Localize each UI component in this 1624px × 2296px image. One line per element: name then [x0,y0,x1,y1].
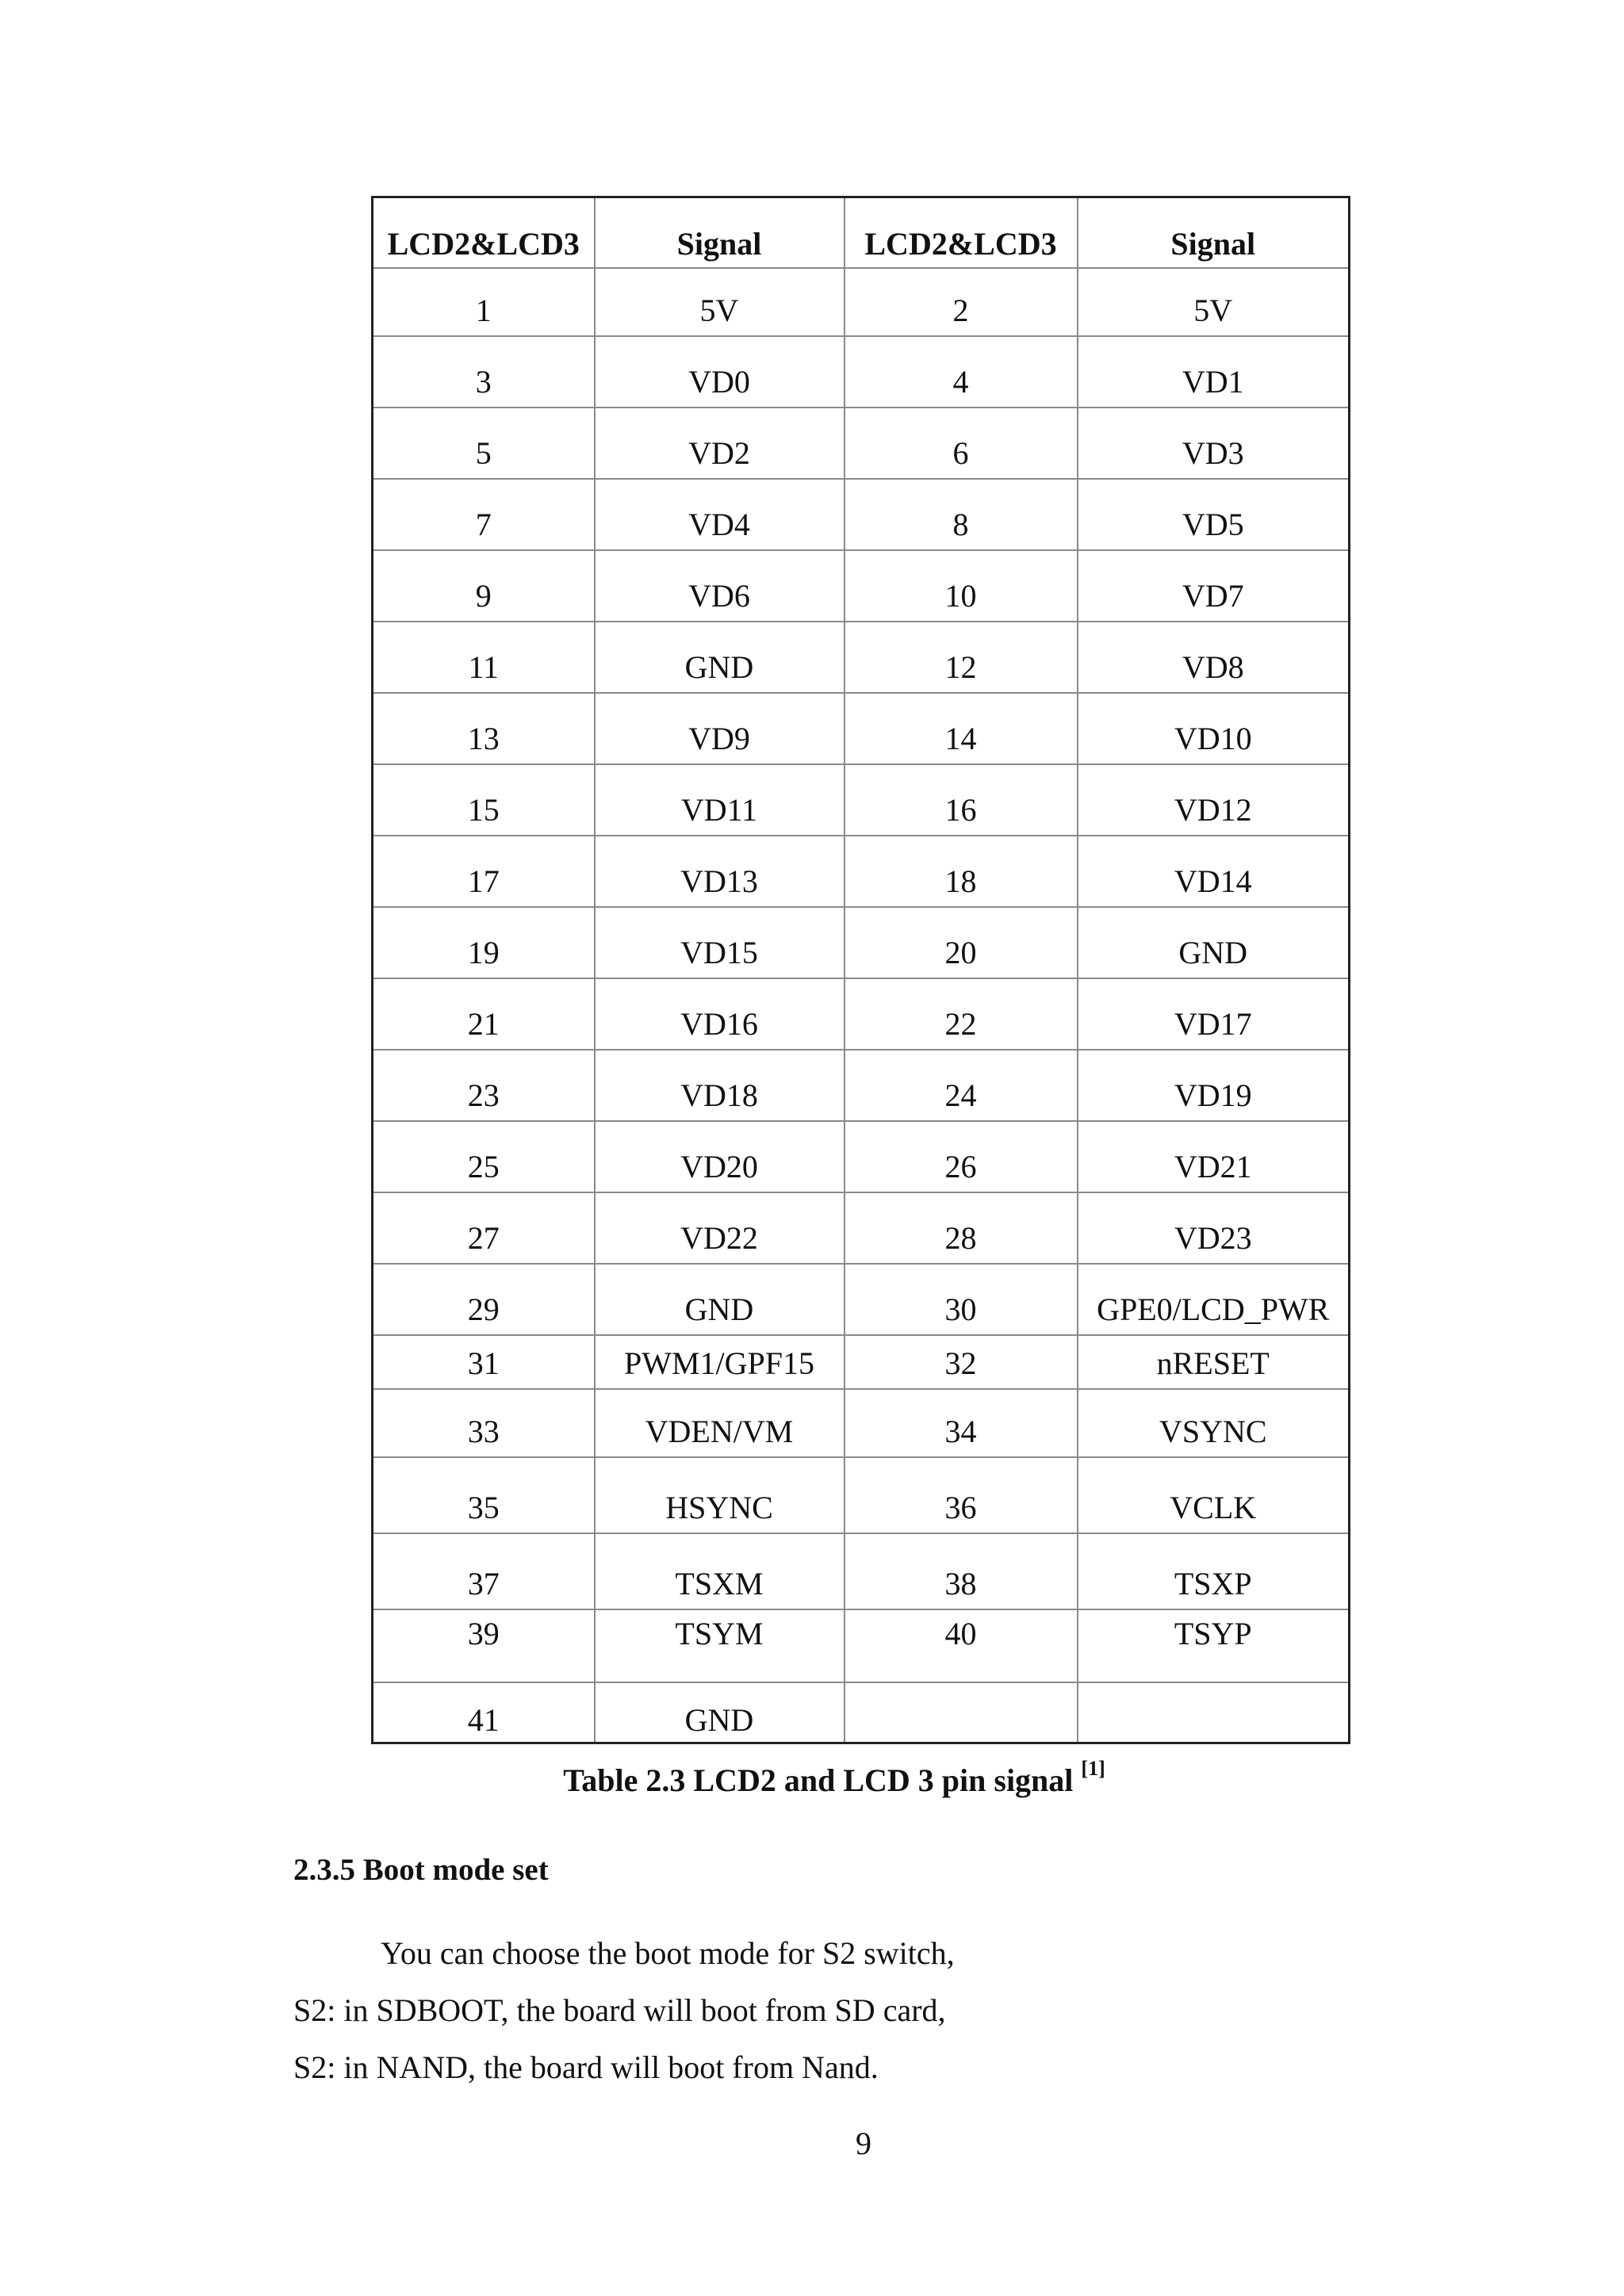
pin-cell: 12 [845,622,1078,693]
signal-cell: HSYNC [595,1457,845,1533]
signal-cell: VD22 [595,1192,845,1264]
table-row [373,764,1350,836]
signal-cell: VD6 [595,550,845,622]
table-row [373,978,1350,1050]
pin-cell: 9 [373,550,595,622]
signal-cell [1078,1682,1350,1743]
signal-cell: GND [595,1682,845,1743]
signal-cell: TSXM [595,1533,845,1609]
pin-cell: 1 [373,268,595,336]
pin-cell: 24 [845,1050,1078,1121]
pin-cell: 8 [845,479,1078,550]
pin-cell: 32 [845,1335,1078,1389]
signal-cell: VD0 [595,336,845,408]
pin-cell: 28 [845,1192,1078,1264]
signal-cell: VCLK [1078,1457,1350,1533]
table-row [373,622,1350,693]
pin-cell: 27 [373,1192,595,1264]
header-pin-right: LCD2&LCD3 [845,197,1078,269]
body-paragraph: S2: in NAND, the board will boot from Nand. [293,2049,879,2085]
signal-cell: VDEN/VM [595,1389,845,1457]
table-row [373,268,1350,336]
table-row [373,1192,1350,1264]
signal-cell: VD19 [1078,1050,1350,1121]
signal-cell: VD17 [1078,978,1350,1050]
table-row [373,479,1350,550]
signal-cell: VD9 [595,693,845,764]
signal-cell: VD16 [595,978,845,1050]
table-row [373,1533,1350,1609]
pin-cell: 35 [373,1457,595,1533]
table-row [373,1050,1350,1121]
pin-cell: 25 [373,1121,595,1192]
table-row [373,1264,1350,1335]
pin-cell: 29 [373,1264,595,1335]
pin-cell: 5 [373,408,595,479]
table-row [373,836,1350,907]
pin-cell: 15 [373,764,595,836]
header-pin-left: LCD2&LCD3 [373,197,595,269]
signal-cell: VSYNC [1078,1389,1350,1457]
pin-cell: 22 [845,978,1078,1050]
pin-cell: 4 [845,336,1078,408]
signal-cell: GND [1078,907,1350,978]
pin-cell: 37 [373,1533,595,1609]
pin-cell: 16 [845,764,1078,836]
header-signal-right: Signal [1078,197,1350,269]
pin-cell: 13 [373,693,595,764]
signal-cell: VD11 [595,764,845,836]
body-paragraph: You can choose the boot mode for S2 switch, [381,1935,955,1971]
pin-cell: 14 [845,693,1078,764]
signal-cell: 5V [1078,268,1350,336]
signal-cell: GPE0/LCD_PWR [1078,1264,1350,1335]
signal-cell: 5V [595,268,845,336]
signal-cell: VD3 [1078,408,1350,479]
pin-cell: 39 [373,1609,595,1682]
pin-cell: 20 [845,907,1078,978]
pin-cell: 19 [373,907,595,978]
table-caption [0,1757,1624,1799]
signal-cell: VD7 [1078,550,1350,622]
table-row [373,336,1350,408]
signal-cell: nRESET [1078,1335,1350,1389]
pin-cell: 18 [845,836,1078,907]
table-caption-text: Table 2.3 LCD2 and LCD 3 pin signal [563,1762,1074,1798]
signal-cell: GND [595,622,845,693]
pin-cell: 36 [845,1457,1078,1533]
signal-cell: VD14 [1078,836,1350,907]
pin-cell: 21 [373,978,595,1050]
signal-cell: VD5 [1078,479,1350,550]
table-header-row [373,197,1350,269]
pin-cell: 41 [373,1682,595,1743]
table-row [373,1389,1350,1457]
page-number: 9 [856,2126,871,2161]
table-row [373,693,1350,764]
signal-cell: VD2 [595,408,845,479]
pin-cell: 40 [845,1609,1078,1682]
table-row [373,1335,1350,1389]
table-row [373,1457,1350,1533]
pin-cell: 11 [373,622,595,693]
header-signal-left: Signal [595,197,845,269]
pin-cell: 23 [373,1050,595,1121]
signal-cell: TSXP [1078,1533,1350,1609]
signal-cell: VD18 [595,1050,845,1121]
signal-cell: GND [595,1264,845,1335]
signal-cell: VD12 [1078,764,1350,836]
pin-cell: 38 [845,1533,1078,1609]
pin-cell: 2 [845,268,1078,336]
signal-cell: VD1 [1078,336,1350,408]
table-row [373,550,1350,622]
pin-cell: 26 [845,1121,1078,1192]
pin-cell: 3 [373,336,595,408]
table-row [373,1121,1350,1192]
signal-cell: VD13 [595,836,845,907]
body-paragraph: S2: in SDBOOT, the board will boot from SD card, [293,1992,946,2028]
pin-cell: 7 [373,479,595,550]
section-heading: 2.3.5 Boot mode set [293,1853,549,1887]
signal-cell: VD23 [1078,1192,1350,1264]
pin-signal-table [371,196,1350,1744]
signal-cell: VD21 [1078,1121,1350,1192]
pin-cell: 31 [373,1335,595,1389]
signal-cell: TSYP [1078,1609,1350,1682]
signal-cell: VD20 [595,1121,845,1192]
table-row [373,1609,1350,1682]
signal-cell: VD8 [1078,622,1350,693]
signal-cell: VD4 [595,479,845,550]
citation-reference: [1] [1081,1757,1105,1780]
pin-cell: 6 [845,408,1078,479]
pin-cell: 30 [845,1264,1078,1335]
pin-cell: 17 [373,836,595,907]
table-row [373,907,1350,978]
table-row [373,408,1350,479]
signal-cell: VD15 [595,907,845,978]
pin-cell: 33 [373,1389,595,1457]
signal-cell: TSYM [595,1609,845,1682]
pin-cell [845,1682,1078,1743]
pin-cell: 34 [845,1389,1078,1457]
signal-cell: VD10 [1078,693,1350,764]
table-row [373,1682,1350,1743]
signal-cell: PWM1/GPF15 [595,1335,845,1389]
pin-cell: 10 [845,550,1078,622]
